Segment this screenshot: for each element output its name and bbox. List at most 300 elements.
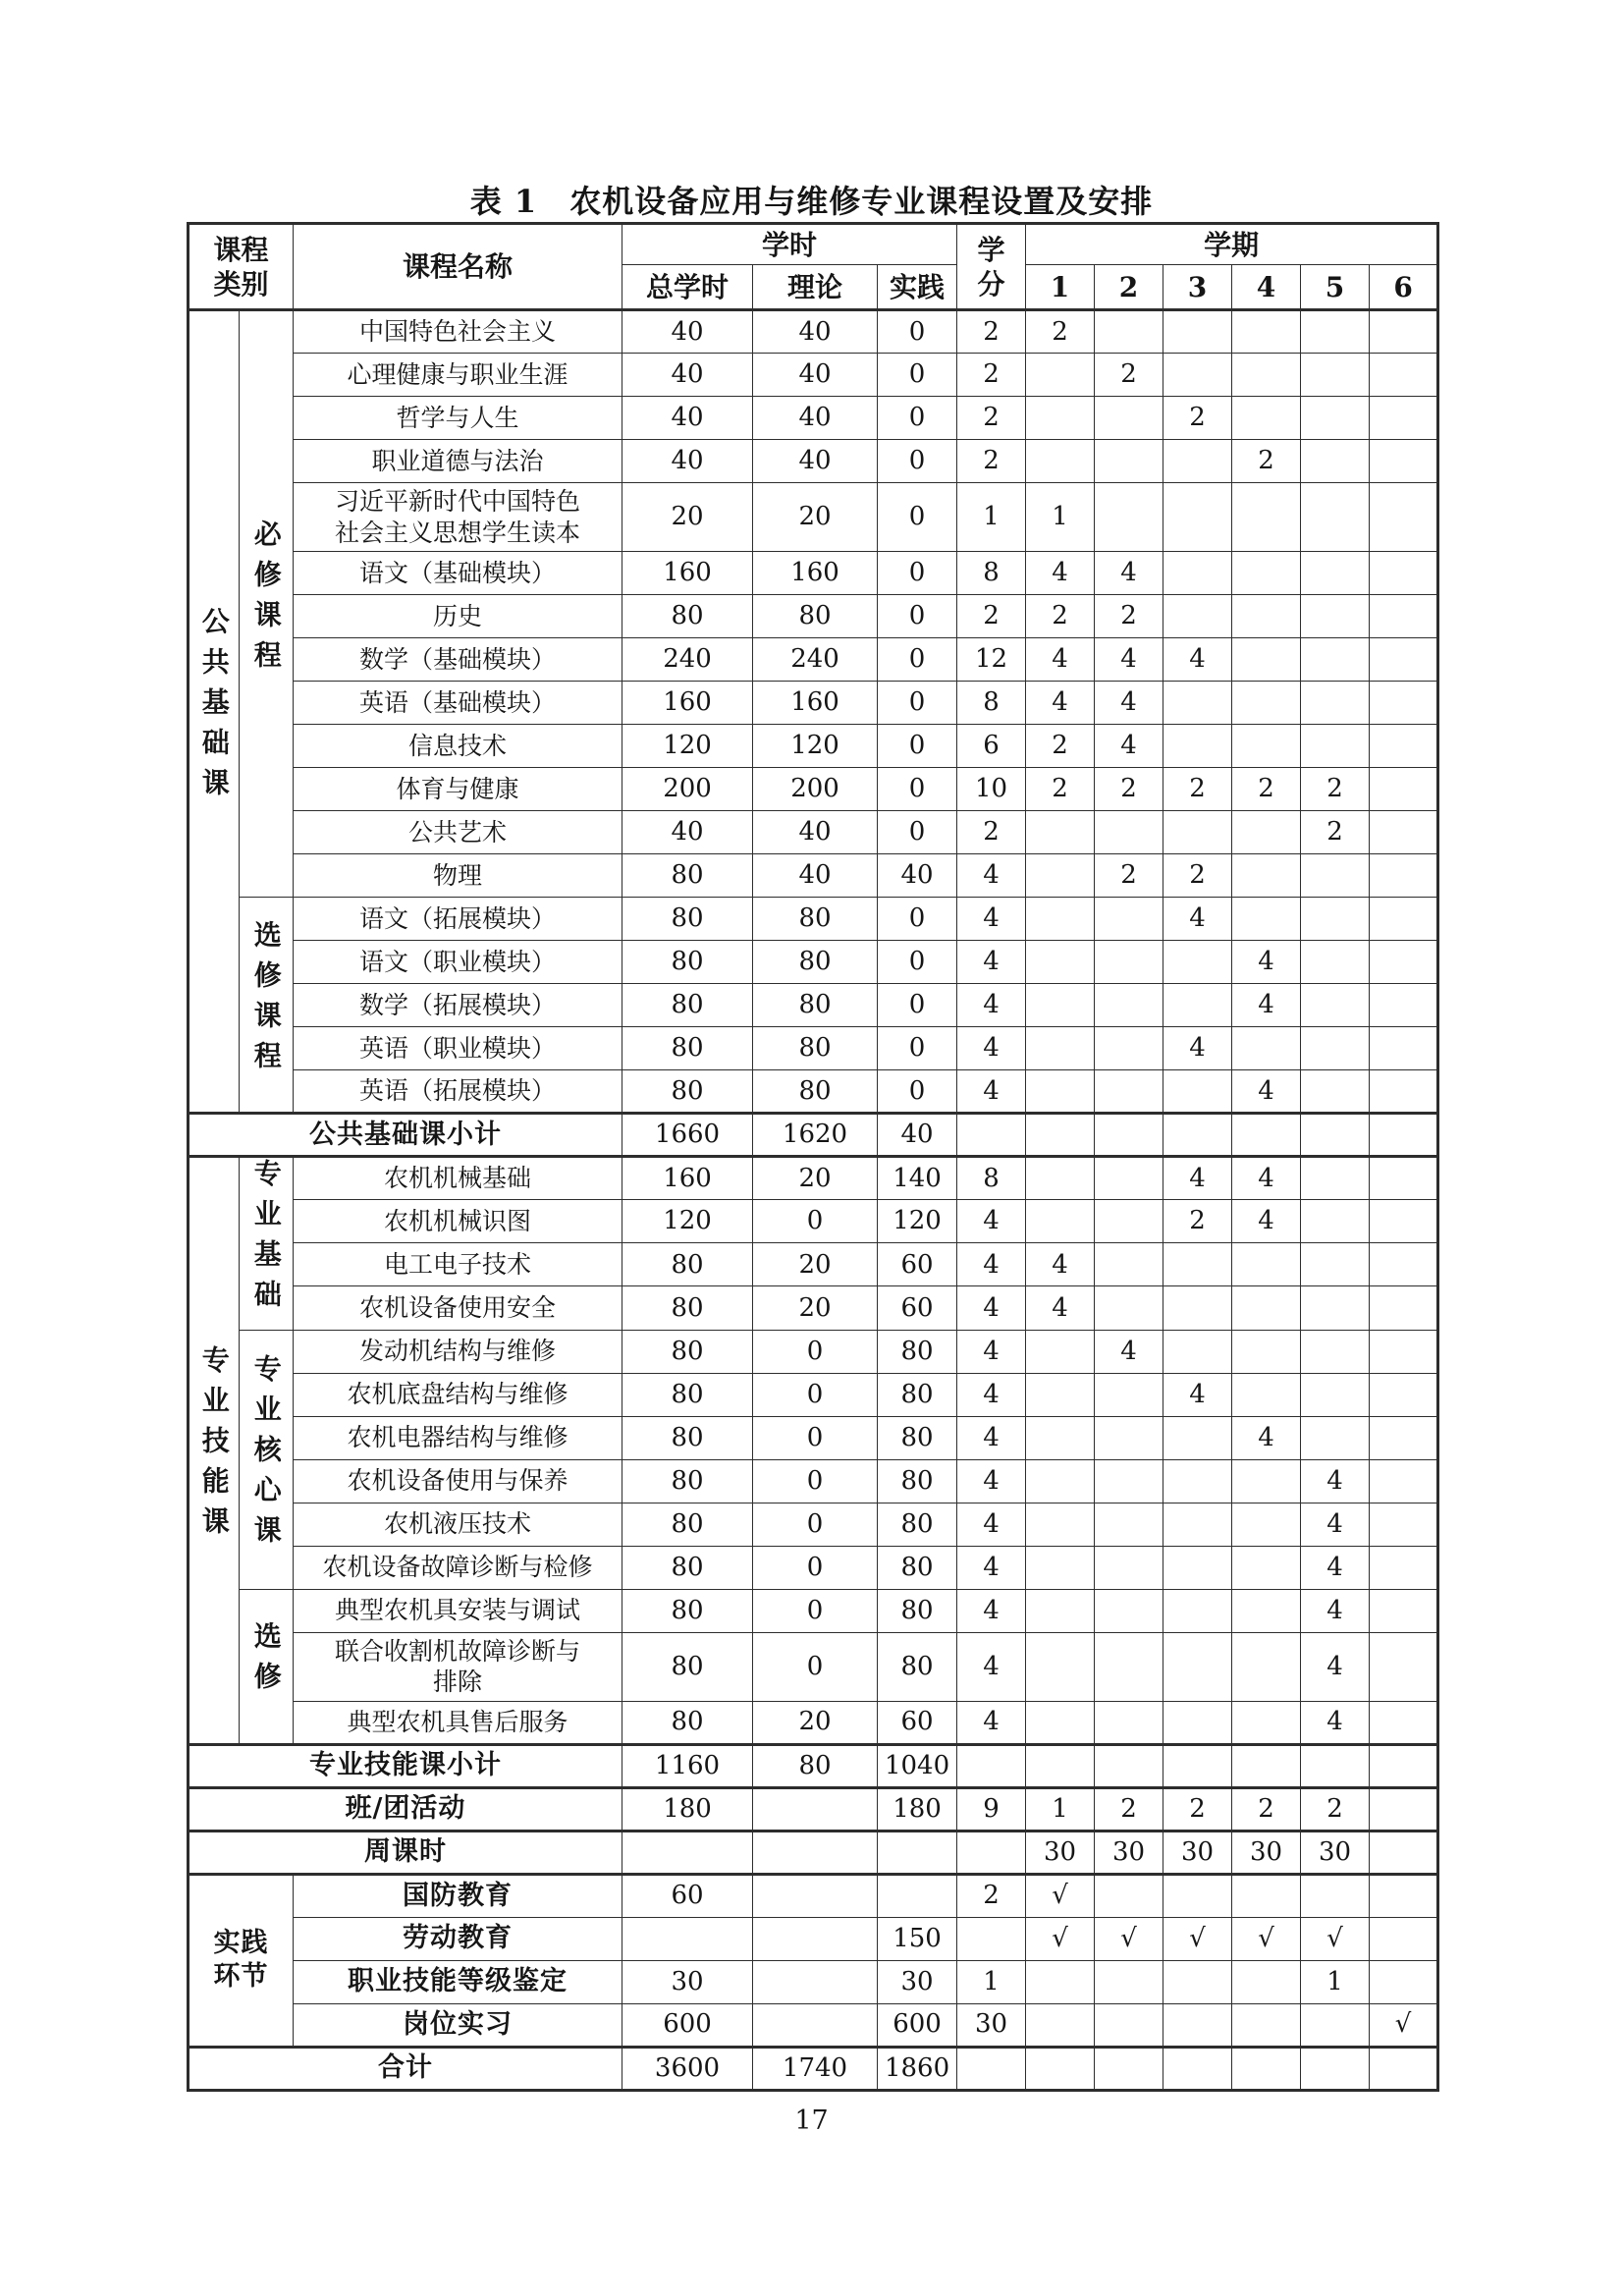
value-cell: 2 bbox=[1301, 768, 1370, 811]
value-cell bbox=[1232, 354, 1301, 397]
value-cell: 80 bbox=[622, 1027, 753, 1070]
value-cell bbox=[622, 1917, 753, 1960]
value-cell: 60 bbox=[878, 1286, 957, 1330]
value-cell: 0 bbox=[753, 1503, 878, 1546]
value-cell bbox=[1232, 725, 1301, 768]
value-cell: √ bbox=[1232, 1917, 1301, 1960]
value-cell: 40 bbox=[622, 440, 753, 483]
value-cell bbox=[1370, 595, 1438, 638]
value-cell bbox=[1232, 638, 1301, 682]
value-cell bbox=[1163, 595, 1232, 638]
value-cell: 2 bbox=[1095, 854, 1163, 898]
value-cell bbox=[1301, 898, 1370, 941]
value-cell bbox=[1370, 397, 1438, 440]
value-cell bbox=[1301, 483, 1370, 552]
value-cell: 120 bbox=[622, 725, 753, 768]
vertical-category-text: 专业技能课 bbox=[197, 1345, 231, 1547]
value-cell bbox=[1026, 811, 1095, 854]
value-cell: 2 bbox=[1026, 768, 1095, 811]
value-cell: 1 bbox=[1026, 1787, 1095, 1831]
header-practice: 实践 bbox=[878, 265, 957, 310]
value-cell bbox=[1026, 941, 1095, 984]
value-cell: 4 bbox=[957, 1416, 1026, 1459]
value-cell: 80 bbox=[878, 1459, 957, 1503]
value-cell: 2 bbox=[957, 811, 1026, 854]
value-cell: 10 bbox=[957, 768, 1026, 811]
value-cell: 80 bbox=[622, 1701, 753, 1744]
vertical-category-text: 必修课程 bbox=[249, 519, 283, 681]
value-cell bbox=[1026, 440, 1095, 483]
value-cell bbox=[957, 2047, 1026, 2090]
value-cell bbox=[1301, 1114, 1370, 1157]
value-cell: 12 bbox=[957, 638, 1026, 682]
value-cell: 120 bbox=[753, 725, 878, 768]
value-cell: 30 bbox=[1163, 1831, 1232, 1874]
header-semester-6: 6 bbox=[1370, 265, 1438, 310]
table-row bbox=[189, 1503, 1438, 1546]
value-cell: 4 bbox=[1095, 682, 1163, 725]
value-cell bbox=[1163, 1589, 1232, 1632]
course-name: 英语（基础模块） bbox=[294, 682, 622, 725]
table-row bbox=[189, 1243, 1438, 1286]
header-semester-1: 1 bbox=[1026, 265, 1095, 310]
value-cell: 40 bbox=[622, 354, 753, 397]
header-semester-4: 4 bbox=[1232, 265, 1301, 310]
value-cell bbox=[1026, 1589, 1095, 1632]
value-cell: 40 bbox=[753, 440, 878, 483]
value-cell bbox=[1370, 1917, 1438, 1960]
table-row bbox=[189, 1632, 1438, 1701]
value-cell bbox=[1232, 595, 1301, 638]
value-cell: 4 bbox=[957, 1546, 1026, 1589]
value-cell: 40 bbox=[753, 310, 878, 354]
value-cell bbox=[1026, 1960, 1095, 2003]
value-cell bbox=[1370, 1200, 1438, 1243]
value-cell bbox=[1095, 1589, 1163, 1632]
header-semester-3: 3 bbox=[1163, 265, 1232, 310]
value-cell: 80 bbox=[622, 595, 753, 638]
value-cell bbox=[1095, 1027, 1163, 1070]
value-cell: 40 bbox=[878, 854, 957, 898]
value-cell bbox=[1301, 397, 1370, 440]
category-elective-courses bbox=[240, 898, 294, 1114]
value-cell bbox=[622, 1831, 753, 1874]
value-cell: 4 bbox=[957, 1027, 1026, 1070]
value-cell bbox=[1301, 552, 1370, 595]
value-cell: 9 bbox=[957, 1787, 1026, 1831]
value-cell: 0 bbox=[878, 354, 957, 397]
course-name: 哲学与人生 bbox=[294, 397, 622, 440]
value-cell: 40 bbox=[622, 811, 753, 854]
value-cell: 0 bbox=[878, 725, 957, 768]
value-cell bbox=[1095, 1744, 1163, 1787]
value-cell bbox=[1163, 1874, 1232, 1917]
value-cell: 80 bbox=[878, 1546, 957, 1589]
value-cell: 0 bbox=[878, 440, 957, 483]
course-name: 中国特色社会主义 bbox=[294, 310, 622, 354]
value-cell: 80 bbox=[622, 984, 753, 1027]
value-cell: 2 bbox=[1232, 768, 1301, 811]
value-cell: 80 bbox=[753, 1744, 878, 1787]
value-cell bbox=[1232, 310, 1301, 354]
value-cell bbox=[1370, 552, 1438, 595]
value-cell: 20 bbox=[622, 483, 753, 552]
value-cell: 0 bbox=[878, 638, 957, 682]
value-cell bbox=[1095, 1157, 1163, 1200]
course-name: 农机设备使用与保养 bbox=[294, 1459, 622, 1503]
value-cell bbox=[1095, 1632, 1163, 1701]
course-name: 发动机结构与维修 bbox=[294, 1330, 622, 1373]
value-cell bbox=[1163, 483, 1232, 552]
value-cell: 40 bbox=[622, 310, 753, 354]
value-cell: 4 bbox=[1163, 638, 1232, 682]
value-cell: 1620 bbox=[753, 1114, 878, 1157]
value-cell: 0 bbox=[878, 811, 957, 854]
value-cell bbox=[1370, 1787, 1438, 1831]
subtotal-public-basic: 公共基础课小计 bbox=[189, 1114, 622, 1157]
header-semester-5: 5 bbox=[1301, 265, 1370, 310]
value-cell: 4 bbox=[1232, 1200, 1301, 1243]
value-cell: 4 bbox=[957, 1503, 1026, 1546]
value-cell bbox=[1370, 1503, 1438, 1546]
value-cell bbox=[1232, 1027, 1301, 1070]
value-cell: 80 bbox=[753, 941, 878, 984]
value-cell: 0 bbox=[878, 397, 957, 440]
table-header bbox=[189, 224, 1438, 310]
value-cell: 150 bbox=[878, 1917, 957, 1960]
value-cell bbox=[1370, 941, 1438, 984]
value-cell bbox=[1232, 1459, 1301, 1503]
table-row bbox=[189, 1286, 1438, 1330]
value-cell: 240 bbox=[753, 638, 878, 682]
value-cell bbox=[1095, 397, 1163, 440]
value-cell bbox=[1370, 1632, 1438, 1701]
course-name: 岗位实习 bbox=[294, 2003, 622, 2047]
value-cell bbox=[1026, 1416, 1095, 1459]
value-cell: 4 bbox=[957, 1243, 1026, 1286]
value-cell: 200 bbox=[622, 768, 753, 811]
value-cell bbox=[1026, 1503, 1095, 1546]
value-cell: 30 bbox=[1026, 1831, 1095, 1874]
value-cell: 20 bbox=[753, 1701, 878, 1744]
value-cell: 4 bbox=[1301, 1701, 1370, 1744]
header-semester-2: 2 bbox=[1095, 265, 1163, 310]
value-cell: √ bbox=[1301, 1917, 1370, 1960]
value-cell: 4 bbox=[957, 1200, 1026, 1243]
vertical-category-text: 公共基础课 bbox=[197, 606, 231, 808]
value-cell bbox=[1026, 1632, 1095, 1701]
value-cell: 4 bbox=[1163, 1157, 1232, 1200]
value-cell bbox=[878, 1831, 957, 1874]
value-cell: 60 bbox=[878, 1701, 957, 1744]
course-name: 电工电子技术 bbox=[294, 1243, 622, 1286]
value-cell: 120 bbox=[878, 1200, 957, 1243]
course-name: 农机液压技术 bbox=[294, 1503, 622, 1546]
value-cell bbox=[957, 1831, 1026, 1874]
value-cell bbox=[1301, 854, 1370, 898]
course-name: 职业道德与法治 bbox=[294, 440, 622, 483]
course-name: 典型农机具售后服务 bbox=[294, 1701, 622, 1744]
value-cell: 4 bbox=[957, 941, 1026, 984]
course-name: 数学（基础模块） bbox=[294, 638, 622, 682]
total-label: 合计 bbox=[189, 2047, 622, 2090]
category-professional-core bbox=[240, 1330, 294, 1589]
value-cell bbox=[1301, 1027, 1370, 1070]
value-cell: 4 bbox=[1163, 898, 1232, 941]
course-name: 体育与健康 bbox=[294, 768, 622, 811]
value-cell bbox=[957, 1917, 1026, 1960]
value-cell bbox=[1163, 1701, 1232, 1744]
value-cell bbox=[1370, 1373, 1438, 1416]
value-cell: 160 bbox=[622, 682, 753, 725]
subtotal-professional-skill: 专业技能课小计 bbox=[189, 1744, 622, 1787]
value-cell: 4 bbox=[957, 854, 1026, 898]
value-cell: 0 bbox=[878, 552, 957, 595]
course-name: 农机底盘结构与维修 bbox=[294, 1373, 622, 1416]
value-cell: 30 bbox=[1301, 1831, 1370, 1874]
value-cell: 0 bbox=[753, 1546, 878, 1589]
value-cell: 4 bbox=[1026, 682, 1095, 725]
table-row bbox=[189, 1546, 1438, 1589]
value-cell bbox=[1026, 2003, 1095, 2047]
value-cell bbox=[1370, 1589, 1438, 1632]
category-required-courses bbox=[240, 310, 294, 898]
table-row bbox=[189, 483, 1438, 552]
value-cell: 2 bbox=[957, 440, 1026, 483]
value-cell bbox=[1095, 1701, 1163, 1744]
value-cell bbox=[1301, 1157, 1370, 1200]
value-cell bbox=[1370, 638, 1438, 682]
table-row bbox=[189, 1701, 1438, 1744]
value-cell: 8 bbox=[957, 682, 1026, 725]
value-cell: 1 bbox=[957, 1960, 1026, 2003]
value-cell bbox=[1370, 984, 1438, 1027]
value-cell: 1860 bbox=[878, 2047, 957, 2090]
table-body bbox=[189, 310, 1438, 2091]
value-cell: 40 bbox=[753, 354, 878, 397]
course-name: 数学（拓展模块） bbox=[294, 984, 622, 1027]
value-cell: 140 bbox=[878, 1157, 957, 1200]
category-professional-basic bbox=[240, 1157, 294, 1331]
value-cell: 4 bbox=[1232, 984, 1301, 1027]
value-cell bbox=[753, 1831, 878, 1874]
value-cell: 4 bbox=[1026, 1286, 1095, 1330]
value-cell: 1740 bbox=[753, 2047, 878, 2090]
value-cell bbox=[1095, 1459, 1163, 1503]
category-elective bbox=[240, 1589, 294, 1744]
value-cell: √ bbox=[1095, 1917, 1163, 1960]
value-cell: 4 bbox=[1026, 638, 1095, 682]
table-row bbox=[189, 2047, 1438, 2090]
value-cell bbox=[1095, 1243, 1163, 1286]
value-cell bbox=[1095, 811, 1163, 854]
value-cell bbox=[1095, 2047, 1163, 2090]
value-cell bbox=[1232, 682, 1301, 725]
value-cell: 600 bbox=[622, 2003, 753, 2047]
value-cell: 4 bbox=[1301, 1589, 1370, 1632]
value-cell bbox=[1301, 595, 1370, 638]
value-cell: 0 bbox=[878, 310, 957, 354]
value-cell bbox=[1232, 2003, 1301, 2047]
value-cell bbox=[1232, 1874, 1301, 1917]
value-cell: 2 bbox=[1095, 768, 1163, 811]
table-row bbox=[189, 1027, 1438, 1070]
value-cell: √ bbox=[1026, 1874, 1095, 1917]
value-cell: 80 bbox=[753, 1027, 878, 1070]
value-cell bbox=[1026, 898, 1095, 941]
table-row bbox=[189, 1787, 1438, 1831]
value-cell bbox=[1095, 1200, 1163, 1243]
course-name: 典型农机具安装与调试 bbox=[294, 1589, 622, 1632]
value-cell bbox=[1163, 984, 1232, 1027]
value-cell: 40 bbox=[753, 811, 878, 854]
value-cell: 60 bbox=[878, 1243, 957, 1286]
value-cell: 1040 bbox=[878, 1744, 957, 1787]
value-cell: 2 bbox=[1301, 811, 1370, 854]
value-cell: 80 bbox=[622, 1286, 753, 1330]
value-cell bbox=[1370, 483, 1438, 552]
value-cell bbox=[753, 1874, 878, 1917]
value-cell bbox=[1026, 1200, 1095, 1243]
value-cell bbox=[1026, 1114, 1095, 1157]
value-cell: 40 bbox=[753, 397, 878, 440]
value-cell bbox=[1163, 1459, 1232, 1503]
value-cell bbox=[1370, 1114, 1438, 1157]
value-cell bbox=[1370, 1960, 1438, 2003]
value-cell: 4 bbox=[957, 1330, 1026, 1373]
table-row bbox=[189, 682, 1438, 725]
course-name: 心理健康与职业生涯 bbox=[294, 354, 622, 397]
table-row bbox=[189, 1114, 1438, 1157]
value-cell: 0 bbox=[878, 483, 957, 552]
value-cell bbox=[1301, 1744, 1370, 1787]
value-cell bbox=[1026, 1157, 1095, 1200]
value-cell bbox=[1095, 984, 1163, 1027]
value-cell: 80 bbox=[622, 1459, 753, 1503]
value-cell bbox=[1301, 1286, 1370, 1330]
value-cell: 60 bbox=[622, 1874, 753, 1917]
value-cell: 4 bbox=[1163, 1027, 1232, 1070]
value-cell bbox=[1301, 1416, 1370, 1459]
value-cell bbox=[1095, 898, 1163, 941]
value-cell bbox=[1232, 1503, 1301, 1546]
value-cell bbox=[1163, 2003, 1232, 2047]
value-cell: 30 bbox=[1232, 1831, 1301, 1874]
value-cell: 1160 bbox=[622, 1744, 753, 1787]
course-name: 联合收割机故障诊断与 排除 bbox=[294, 1632, 622, 1701]
value-cell bbox=[1370, 1243, 1438, 1286]
course-name: 农机机械基础 bbox=[294, 1157, 622, 1200]
value-cell bbox=[1026, 354, 1095, 397]
table-row bbox=[189, 595, 1438, 638]
value-cell bbox=[1370, 854, 1438, 898]
value-cell bbox=[1095, 310, 1163, 354]
page-number: 17 bbox=[794, 2105, 829, 2136]
value-cell: 20 bbox=[753, 1243, 878, 1286]
value-cell bbox=[1095, 1503, 1163, 1546]
value-cell bbox=[1370, 1070, 1438, 1114]
course-name: 英语（拓展模块） bbox=[294, 1070, 622, 1114]
value-cell bbox=[1370, 725, 1438, 768]
value-cell: 80 bbox=[753, 898, 878, 941]
value-cell: 80 bbox=[622, 898, 753, 941]
course-name: 语文（拓展模块） bbox=[294, 898, 622, 941]
value-cell: 1660 bbox=[622, 1114, 753, 1157]
value-cell bbox=[1163, 941, 1232, 984]
row-label-class-league-activity: 班/团活动 bbox=[189, 1787, 622, 1831]
value-cell bbox=[1370, 1157, 1438, 1200]
value-cell: 4 bbox=[1026, 552, 1095, 595]
value-cell: 4 bbox=[1095, 1330, 1163, 1373]
value-cell: 4 bbox=[957, 1589, 1026, 1632]
value-cell bbox=[1370, 1459, 1438, 1503]
value-cell: 0 bbox=[878, 1070, 957, 1114]
table-row bbox=[189, 1831, 1438, 1874]
value-cell: 40 bbox=[622, 397, 753, 440]
course-name: 农机电器结构与维修 bbox=[294, 1416, 622, 1459]
value-cell: 4 bbox=[957, 1701, 1026, 1744]
table-row bbox=[189, 898, 1438, 941]
category-professional-skill-courses bbox=[189, 1157, 240, 1745]
table-row bbox=[189, 354, 1438, 397]
course-name: 习近平新时代中国特色 社会主义思想学生读本 bbox=[294, 483, 622, 552]
header-credit: 学 分 bbox=[957, 224, 1026, 310]
value-cell: 0 bbox=[753, 1459, 878, 1503]
value-cell: 80 bbox=[622, 1243, 753, 1286]
value-cell: 80 bbox=[622, 1416, 753, 1459]
value-cell bbox=[1095, 1960, 1163, 2003]
vertical-category-text: 选修 bbox=[249, 1621, 283, 1703]
value-cell: 2 bbox=[1095, 1787, 1163, 1831]
value-cell bbox=[1095, 483, 1163, 552]
value-cell bbox=[1163, 1330, 1232, 1373]
value-cell bbox=[1026, 854, 1095, 898]
value-cell bbox=[1232, 811, 1301, 854]
value-cell: 4 bbox=[957, 1459, 1026, 1503]
vertical-category-text: 选修课程 bbox=[249, 919, 283, 1081]
value-cell: 2 bbox=[1163, 1787, 1232, 1831]
value-cell: 4 bbox=[1026, 1243, 1095, 1286]
value-cell bbox=[1163, 1416, 1232, 1459]
value-cell bbox=[1232, 2047, 1301, 2090]
value-cell: 4 bbox=[957, 1632, 1026, 1701]
value-cell bbox=[1163, 1070, 1232, 1114]
value-cell: 4 bbox=[1232, 1070, 1301, 1114]
value-cell: 0 bbox=[753, 1200, 878, 1243]
table-row bbox=[189, 638, 1438, 682]
value-cell: 2 bbox=[1163, 768, 1232, 811]
value-cell: 80 bbox=[878, 1416, 957, 1459]
value-cell: 2 bbox=[1163, 854, 1232, 898]
value-cell: 80 bbox=[622, 1632, 753, 1701]
value-cell bbox=[1163, 1286, 1232, 1330]
course-name: 劳动教育 bbox=[294, 1917, 622, 1960]
value-cell: 0 bbox=[878, 984, 957, 1027]
table-row bbox=[189, 397, 1438, 440]
value-cell: 80 bbox=[622, 1589, 753, 1632]
value-cell bbox=[1370, 354, 1438, 397]
value-cell: 160 bbox=[622, 552, 753, 595]
value-cell bbox=[1232, 1114, 1301, 1157]
value-cell bbox=[1232, 552, 1301, 595]
value-cell: 80 bbox=[878, 1330, 957, 1373]
table-row bbox=[189, 310, 1438, 354]
value-cell: 80 bbox=[878, 1632, 957, 1701]
value-cell: 80 bbox=[622, 1070, 753, 1114]
value-cell bbox=[1026, 984, 1095, 1027]
value-cell: 30 bbox=[957, 2003, 1026, 2047]
value-cell: 2 bbox=[1163, 397, 1232, 440]
